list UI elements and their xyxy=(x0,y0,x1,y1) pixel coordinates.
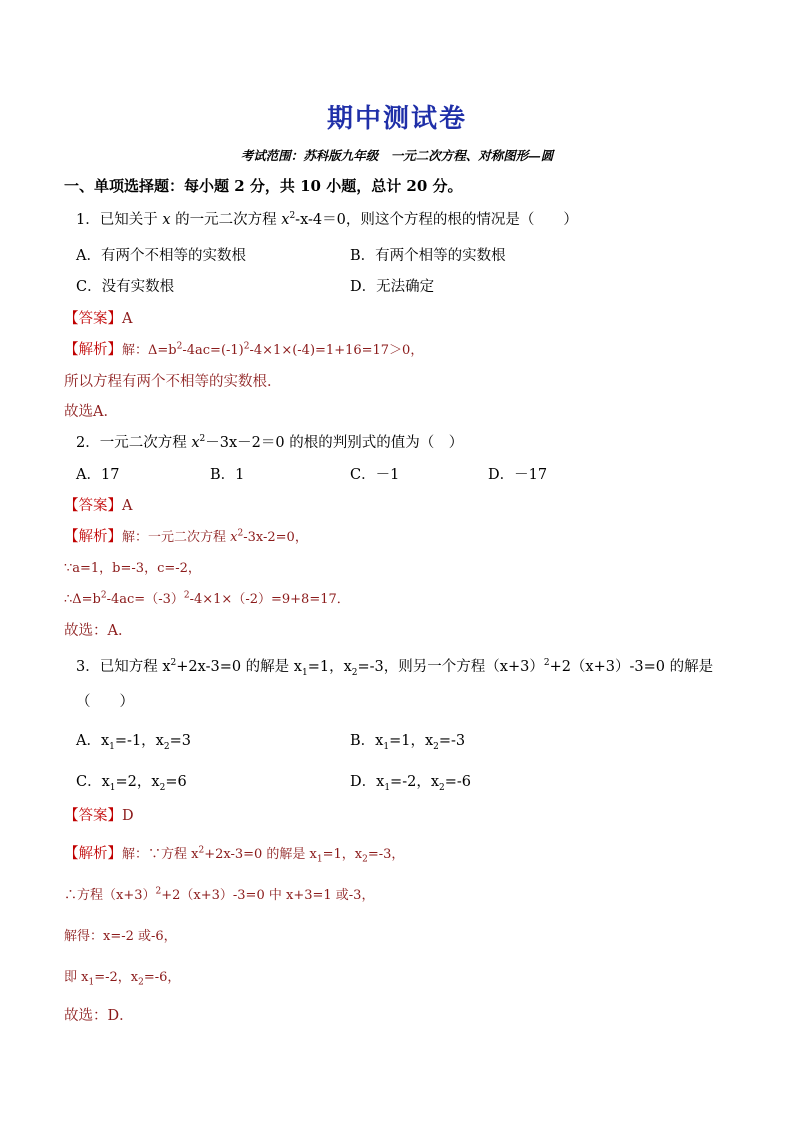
stem-text: -x-4＝0，则这个方程的根的情况是（ ） xyxy=(295,212,578,228)
stem-text: 一元二次方程 xyxy=(99,435,192,451)
stem-text: =-3，则另一个方程（x+3） xyxy=(357,659,544,675)
q2-option-a: A．17 xyxy=(76,467,120,483)
subscript: 2 xyxy=(439,782,445,793)
analysis-label: 【解析】 xyxy=(64,342,122,358)
analysis-text: 即 x xyxy=(64,970,89,985)
analysis-label: 【解析】 xyxy=(64,846,122,862)
exponent: 2 xyxy=(183,590,190,601)
q3-answer xyxy=(64,806,134,826)
answer-value: A xyxy=(122,311,133,327)
q3-option-b xyxy=(350,731,465,751)
analysis-text: -4ac=（-3） xyxy=(106,592,184,607)
q1-conclusion: 故选A． xyxy=(64,404,118,420)
answer-label: 【答案】 xyxy=(64,808,122,824)
question-1-stem xyxy=(76,210,578,230)
q2-conclusion: 故选：A． xyxy=(64,623,133,639)
exam-scope: 考试范围：苏科版九年级 一元二次方程、对称图形—圆 xyxy=(240,148,554,163)
q2-analysis-line-3 xyxy=(64,590,350,610)
subscript: 1 xyxy=(316,854,323,865)
question-3-stem xyxy=(76,657,713,677)
stem-text: 的一元二次方程 xyxy=(170,212,282,228)
subscript: 1 xyxy=(383,741,390,752)
subscript: 2 xyxy=(163,741,170,752)
q2-option-c: C．－1 xyxy=(350,467,400,483)
option-text: =1，x xyxy=(389,733,434,749)
q1-option-d: D．无法确定 xyxy=(350,279,435,295)
subscript: 1 xyxy=(301,667,308,678)
q2-analysis-line-2: ∵a=1，b=-3，c=-2， xyxy=(64,561,201,576)
exponent: 2 xyxy=(199,434,206,445)
analysis-text: 解：∵方程 x xyxy=(122,847,199,862)
variable: x xyxy=(162,212,171,228)
stem-text: +2x-3=0 的解是 x xyxy=(176,659,302,675)
exponent: 2 xyxy=(237,528,244,539)
analysis-text: Δ=b xyxy=(148,343,177,358)
q2-option-d: D．－17 xyxy=(488,467,548,483)
analysis-text: ∴Δ=b xyxy=(64,592,101,607)
option-text: =-3 xyxy=(438,733,466,749)
q1-analysis-line-2: 所以方程有两个不相等的实数根． xyxy=(64,374,282,390)
option-text: =-1，x xyxy=(114,733,164,749)
exponent: 2 xyxy=(543,658,550,669)
stem-text: +2（x+3）-3=0 的解是 xyxy=(549,659,714,675)
q2-analysis-line-1 xyxy=(64,527,308,548)
analysis-text: =-6， xyxy=(143,970,181,985)
q3-analysis-line-2 xyxy=(64,886,374,906)
option-text: A．x xyxy=(76,733,110,749)
subscript: 1 xyxy=(384,782,391,793)
q1-analysis-line-1 xyxy=(64,340,423,361)
option-text: =6 xyxy=(165,774,187,790)
analysis-text: +2x-3=0 的解是 x xyxy=(204,847,317,862)
stem-text: －3x－2＝0 的根的判别式的值为（ ） xyxy=(205,435,464,451)
page-title: 期中测试卷 xyxy=(326,104,467,134)
q1-option-b: B．有两个相等的实数根 xyxy=(350,248,506,264)
answer-value: D xyxy=(122,808,134,824)
subscript: 2 xyxy=(138,977,144,988)
q3-analysis-line-4 xyxy=(64,968,180,988)
question-2-stem xyxy=(76,433,463,453)
stem-text: 已知方程 x xyxy=(99,659,171,675)
q2-answer xyxy=(64,496,132,516)
subscript: 2 xyxy=(433,741,439,752)
option-text: D．x xyxy=(350,774,385,790)
answer-value: A xyxy=(122,498,133,514)
stem-text: 已知关于 xyxy=(99,212,163,228)
q3-analysis-line-1 xyxy=(64,844,404,865)
q3-analysis-line-3: 解得：x=-2 或-6， xyxy=(64,929,177,944)
q2-option-b: B．1 xyxy=(210,467,245,483)
option-text: =2，x xyxy=(115,774,160,790)
section-heading: 一、单项选择题：每小题 2 分，共 10 小题，总计 20 分。 xyxy=(64,177,463,195)
option-text: B．x xyxy=(350,733,384,749)
answer-label: 【答案】 xyxy=(64,498,122,514)
analysis-text: -4ac=(-1) xyxy=(182,343,244,358)
exponent: 2 xyxy=(289,211,296,222)
analysis-text: 解：一元二次方程 xyxy=(122,530,231,545)
q1-answer xyxy=(64,309,132,329)
q3-option-d xyxy=(350,772,471,792)
analysis-text: =1，x xyxy=(322,847,363,862)
exponent: 2 xyxy=(170,658,177,669)
option-text: C．x xyxy=(76,774,110,790)
variable: x xyxy=(281,212,290,228)
analysis-text: =-3， xyxy=(367,847,405,862)
subscript: 2 xyxy=(159,782,166,793)
analysis-text: =-2，x xyxy=(94,970,139,985)
analysis-label: 【解析】 xyxy=(64,529,122,545)
question-number: 3． xyxy=(76,659,100,675)
q3-option-a xyxy=(76,731,191,751)
option-text: =3 xyxy=(169,733,191,749)
exponent: 2 xyxy=(243,341,250,352)
analysis-text: 解： xyxy=(122,343,149,358)
exponent: 2 xyxy=(176,341,183,352)
q3-conclusion: 故选：D． xyxy=(64,1008,134,1024)
subscript: 1 xyxy=(88,977,95,988)
exponent: 2 xyxy=(100,590,107,601)
stem-text: =1，x xyxy=(307,659,352,675)
analysis-text: -3x-2=0， xyxy=(243,530,308,545)
analysis-text: ∴方程（x+3） xyxy=(64,888,156,903)
option-text: =-2，x xyxy=(390,774,439,790)
question-3-paren: （ ） xyxy=(76,694,134,710)
q3-option-c xyxy=(76,772,187,792)
q1-option-a: A．有两个不相等的实数根 xyxy=(76,248,246,264)
exponent: 2 xyxy=(198,845,205,856)
question-number: 1． xyxy=(76,212,100,228)
subscript: 2 xyxy=(362,854,368,865)
variable: x xyxy=(191,435,200,451)
subscript: 1 xyxy=(109,741,115,752)
subscript: 1 xyxy=(109,782,116,793)
subscript: 2 xyxy=(351,667,358,678)
answer-label: 【答案】 xyxy=(64,311,122,327)
option-text: =-6 xyxy=(444,774,472,790)
analysis-text: -4×1×(-4)=1+16=17＞0， xyxy=(249,343,424,358)
exponent: 2 xyxy=(155,886,162,897)
analysis-text: +2（x+3）-3=0 中 x+3=1 或-3， xyxy=(161,888,375,903)
q1-option-c: C．没有实数根 xyxy=(76,279,175,295)
variable: x xyxy=(230,530,238,545)
question-number: 2． xyxy=(76,435,100,451)
analysis-text: -4×1×（-2）=9+8=17． xyxy=(189,592,350,607)
